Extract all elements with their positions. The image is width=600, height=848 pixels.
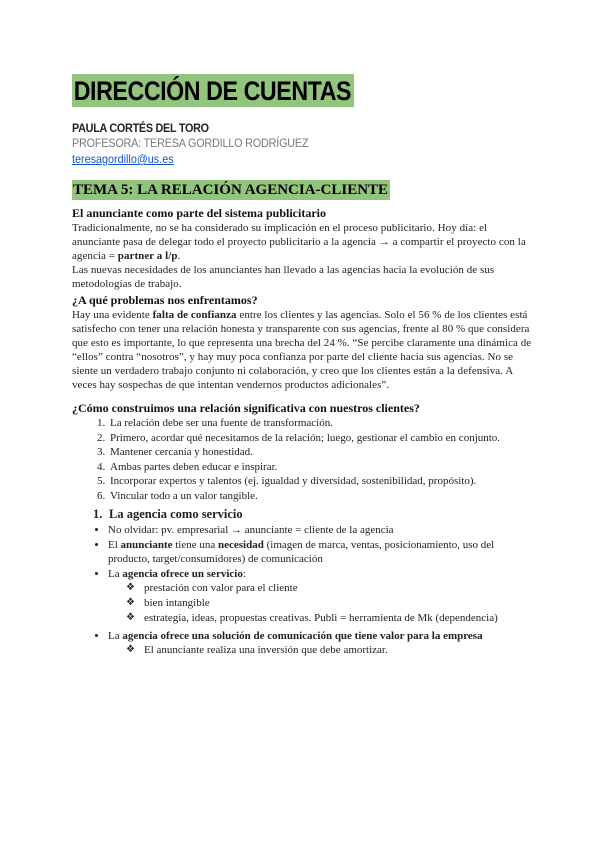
document-page	[72, 74, 532, 658]
list-item: 5. Incorporar expertos y talentos (ej. igualdad y diversidad, sostenibilidad, propósito).	[108, 474, 532, 489]
paragraph-nuevas-necesidades: Las nuevas necesidades de los anunciantes han llevado a las agencias hacia la evolución de sus metodologías de trabajo.	[72, 264, 495, 290]
bullet-list	[72, 523, 532, 657]
heading-problemas: ¿A qué problemas nos enfrentamos?	[72, 293, 258, 307]
list-item: 2. Primero, acordar qué necesitamos de la relación; luego, gestionar el cambio en conjunto.	[108, 431, 532, 446]
sub-list	[108, 643, 532, 657]
section-title: TEMA 5: LA RELACIÓN AGENCIA-CLIENTE	[73, 182, 389, 198]
teacher-name: PROFESORA: TERESA GORDILLO RODRÍGUEZ	[72, 136, 309, 150]
paragraph-tradicionalmente: Tradicionalmente, no se ha considerado su implicación en el proceso publicitario. Hoy día: el anunciante pasa de delegar todo el proyecto publicitario a la agencia → a compartir el proyecto con la agencia = partner a l/p.	[72, 222, 526, 262]
sub-list-item: ❖ bien intangible	[126, 596, 532, 610]
paragraph-confianza: Hay una evidente falta de confianza entre los clientes y las agencias. Solo el 56 % de los clientes está satisfecho con tener una relación honesta y transparente con sus agencias, frente al 80 % que considera que esto es importante, lo que representa una brecha del 24 %. “Se percibe claramente una dinámica de “ellos” contra “nosotros”, y hay muy poca confianza por parte del cliente hacia sus agencias. No se siente un verdadero trabajo conjunto ni colaboración, y creo que los clientes están a la defensiva. A veces hay sospechas de que intentan vendernos productos adicionales”.	[72, 309, 532, 391]
list-item: • No olvidar: pv. empresarial → anunciante = cliente de la agencia	[108, 523, 532, 537]
author-name: PAULA CORTÉS DEL TORO	[72, 121, 209, 135]
numbered-list	[72, 416, 532, 503]
email-link[interactable]: teresagordillo@us.es	[72, 152, 174, 166]
list-item: 6. Vincular todo a un valor tangible.	[108, 489, 532, 504]
heading-relacion: ¿Cómo construimos una relación significativa con nuestros clientes?	[72, 401, 420, 415]
list-item: • El anunciante tiene una necesidad (imagen de marca, ventas, posicionamiento, uso del producto, target/consumidores) de comunicación	[108, 538, 532, 566]
list-item: 3. Mantener cercanía y honestidad.	[108, 445, 532, 460]
sub-list-item: ❖ estrategia, ideas, propuestas creativas. Publi = herramienta de Mk (dependencia)	[126, 611, 532, 625]
sub-list-item: ❖ prestación con valor para el cliente	[126, 581, 532, 595]
list-item: • La agencia ofrece un servicio: ❖ prestación con valor para el cliente ❖ bien intangible ❖ estrategia, ideas, propuestas creativas. Publi = herramienta de Mk (dependencia)	[108, 567, 532, 625]
sub-list	[108, 581, 532, 625]
heading-anunciante: El anunciante como parte del sistema publicitario	[72, 206, 326, 220]
document-title: DIRECCIÓN DE CUENTAS	[72, 74, 354, 107]
list-item: • La agencia ofrece una solución de comunicación que tiene valor para la empresa ❖ El anunciante realiza una inversión que debe amortizar.	[108, 629, 532, 657]
list-item: 4. Ambas partes deben educar e inspirar.	[108, 460, 532, 475]
sub-list-item: ❖ El anunciante realiza una inversión que debe amortizar.	[126, 643, 532, 657]
heading-agencia-servicio: 1. La agencia como servicio	[93, 507, 243, 521]
list-item: 1. La relación debe ser una fuente de transformación.	[108, 416, 532, 431]
